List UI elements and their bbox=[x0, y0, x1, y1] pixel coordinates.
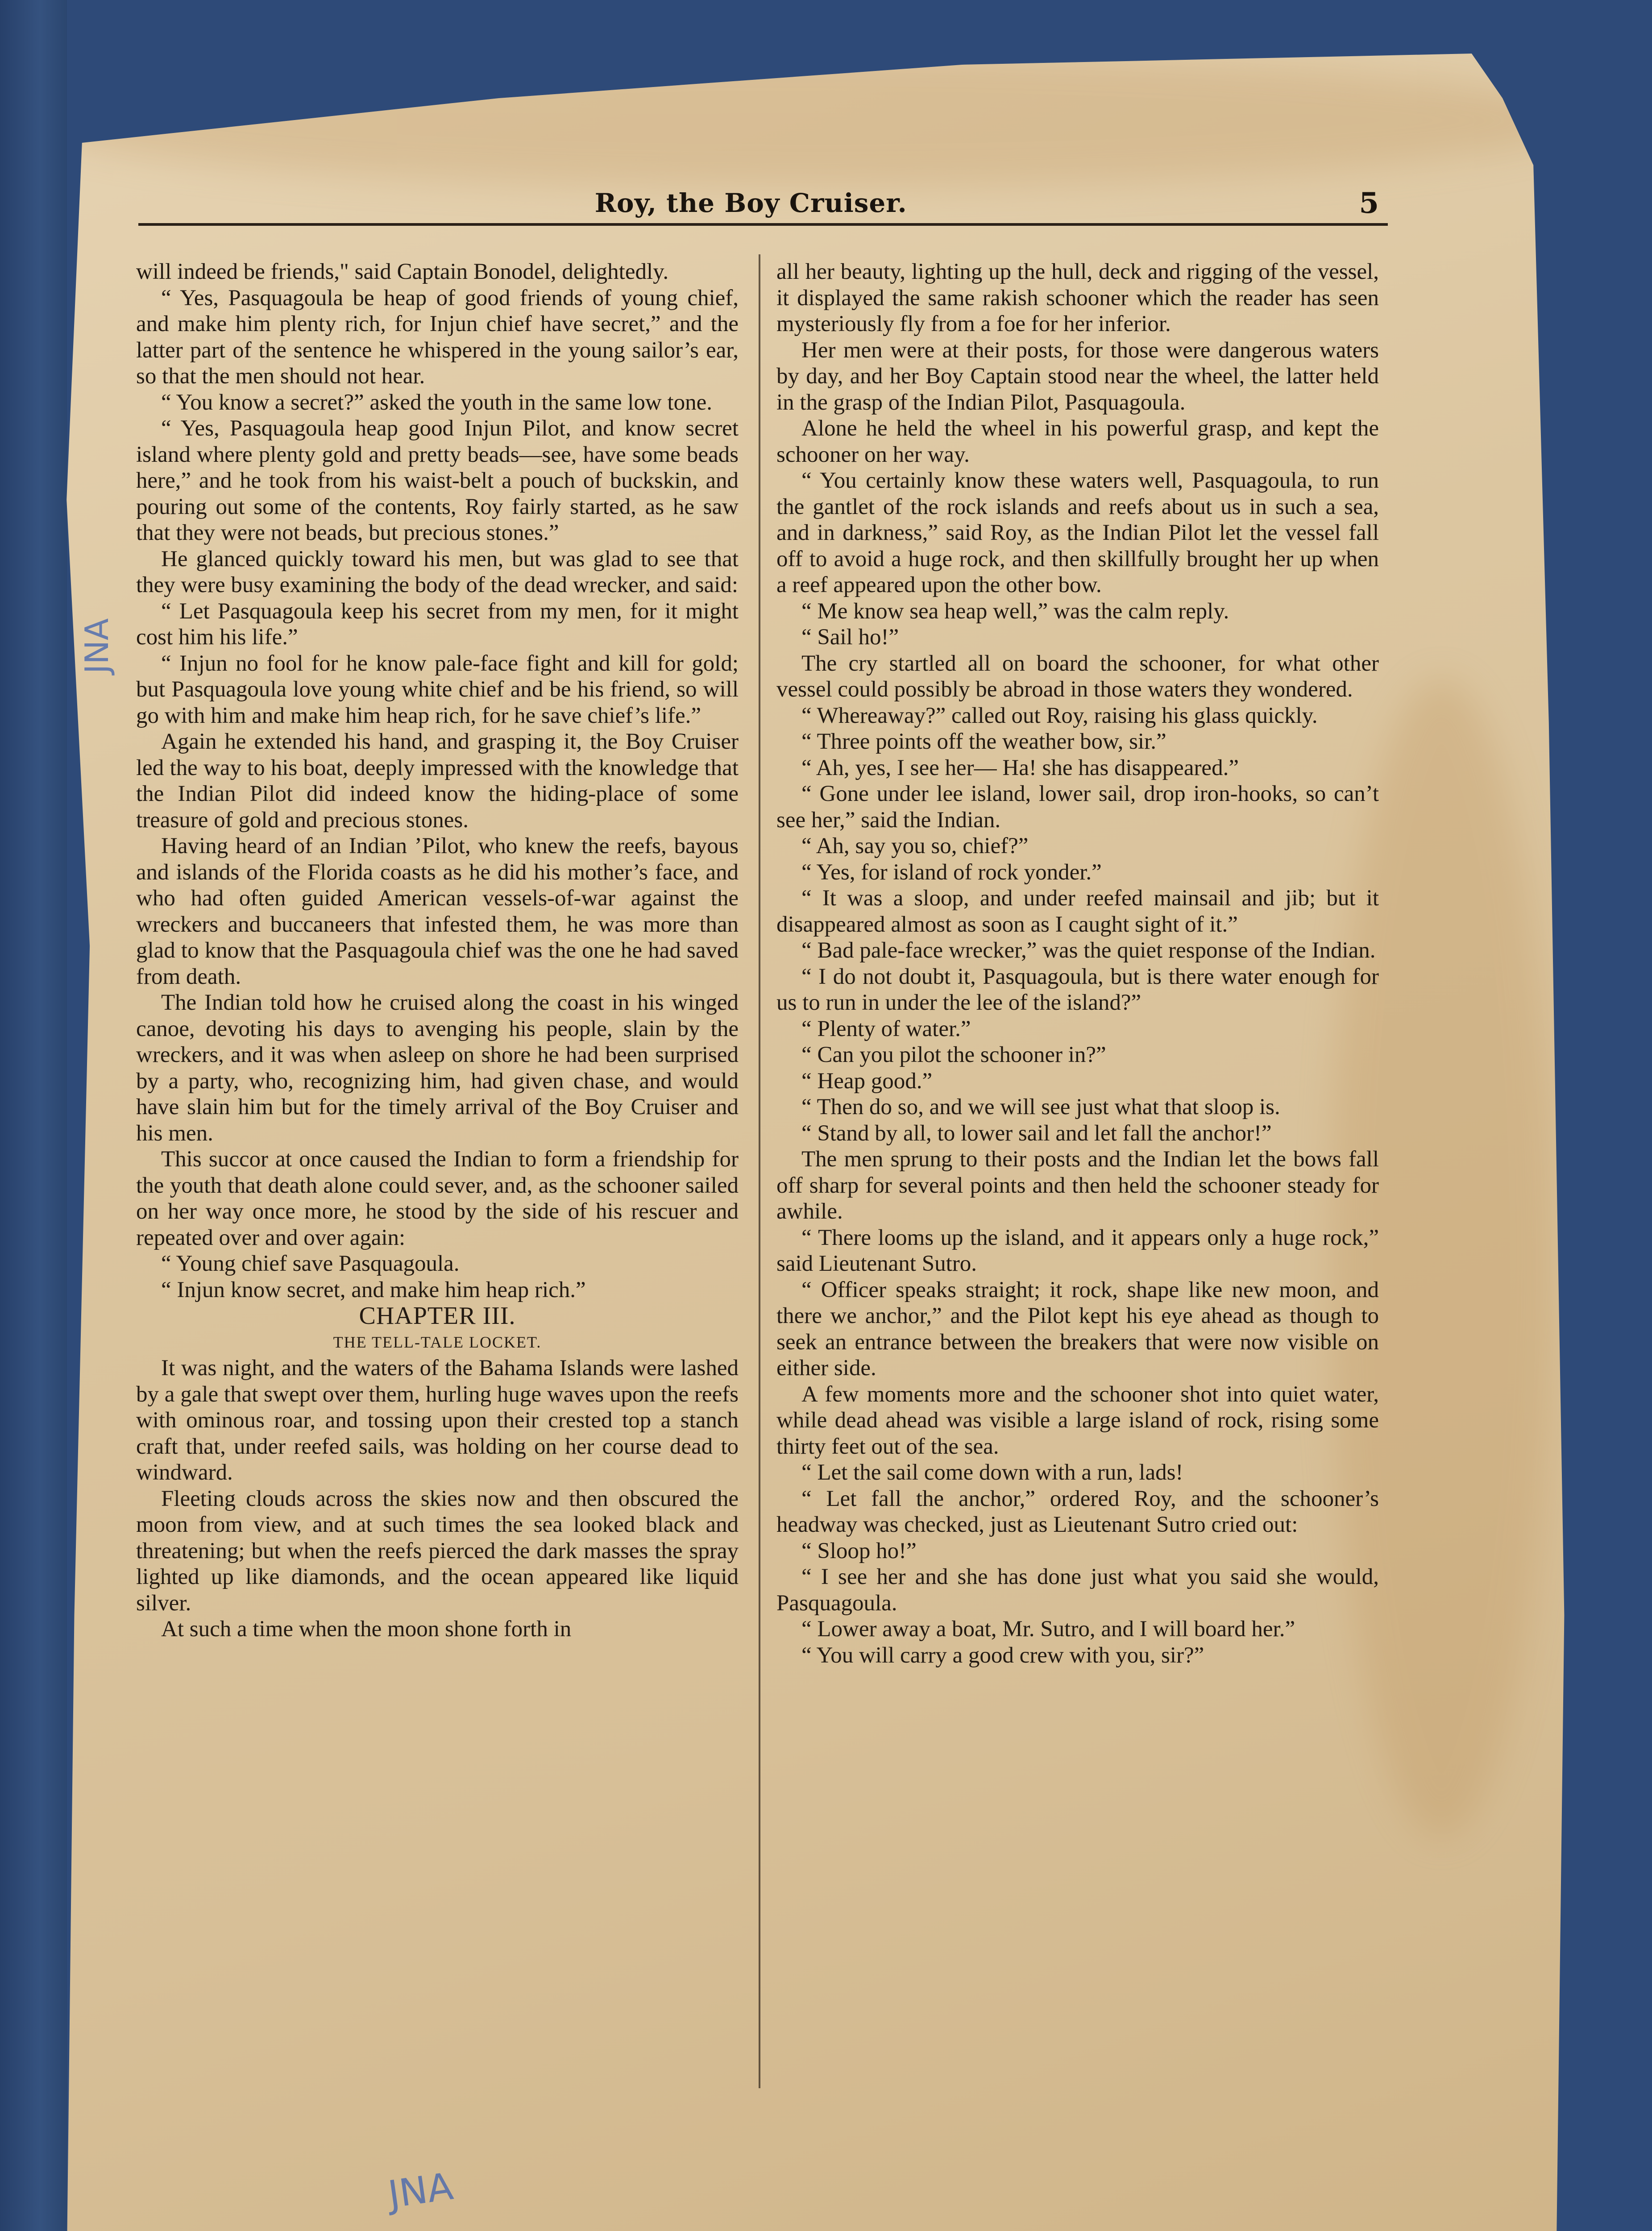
paragraph: “ Ah, yes, I see her— Ha! she has disappeared.” bbox=[801, 755, 1239, 780]
paragraph: Her men were at their posts, for those were dangerous waters by day, and her Boy Captain stood near the wheel, the latter held in the grasp of the Indian Pilot, Pasquagoula. bbox=[776, 337, 1379, 415]
paragraph: “ Whereaway?” called out Roy, raising his glass quickly. bbox=[801, 703, 1318, 728]
paragraph: “ I see her and she has done just what you said she would, Pasquagoula. bbox=[776, 1564, 1379, 1616]
paragraph: Alone he held the wheel in his powerful grasp, and kept the schooner on her way. bbox=[776, 416, 1379, 467]
paragraph: He glanced quickly toward his men, but was glad to see that they were busy examining the body of the dead wrecker, and said: bbox=[136, 546, 739, 597]
paragraph: “ There looms up the island, and it appears only a huge rock,” said Lieutenant Sutro. bbox=[776, 1225, 1379, 1276]
paragraph: “ Sail ho!” bbox=[801, 625, 899, 650]
paragraph: “ Young chief save Pasquagoula. bbox=[161, 1251, 460, 1276]
book-binding bbox=[0, 0, 67, 2231]
paragraph: will indeed be friends," said Captain Bonodel, delightedly. bbox=[136, 259, 669, 284]
paragraph: “ Sloop ho!” bbox=[801, 1538, 917, 1563]
paragraph: “ Let fall the anchor,” ordered Roy, and the schooner’s headway was checked, just as Lieutenant Sutro cried out: bbox=[776, 1486, 1379, 1537]
paragraph: “ Bad pale-face wrecker,” was the quiet response of the Indian. bbox=[801, 938, 1376, 963]
running-head: Roy, the Boy Cruiser. bbox=[594, 188, 907, 218]
chapter-subtitle: THE TELL-TALE LOCKET. bbox=[333, 1333, 542, 1351]
header-rule bbox=[138, 223, 1388, 226]
paragraph: “ Heap good.” bbox=[801, 1068, 933, 1094]
paragraph: “ You will carry a good crew with you, sir?” bbox=[801, 1642, 1204, 1668]
paragraph: “ Stand by all, to lower sail and let fall the anchor!” bbox=[801, 1120, 1272, 1146]
paragraph: “ Injun know secret, and make him heap rich.” bbox=[161, 1277, 586, 1302]
paragraph: This succor at once caused the Indian to form a friendship for the youth that death alone could sever, and, as the schooner sailed on her way once more, he stood by the side of his rescuer and repeated over and over again: bbox=[136, 1147, 739, 1250]
paragraph: It was night, and the waters of the Bahama Islands were lashed by a gale that swept over them, hurling huge waves upon the reefs with ominous roar, and tossing upon their crested top a stanch craft that, under reefed sails, was holding on her course dead to windward. bbox=[136, 1356, 739, 1485]
page-number: 5 bbox=[1359, 186, 1379, 220]
column-divider bbox=[759, 254, 760, 2088]
paragraph: “ Three points off the weather bow, sir.” bbox=[801, 729, 1166, 754]
paragraph: Fleeting clouds across the skies now and then obscured the moon from view, and at such times the sea looked black and threatening; but when the reefs pierced the dark masses the spray lighted up like diamonds, and the ocean appeared like liquid silver. bbox=[136, 1486, 739, 1616]
paragraph: “ Let the sail come down with a run, lads! bbox=[801, 1460, 1183, 1485]
paragraph: “ Me know sea heap well,” was the calm reply. bbox=[801, 598, 1229, 624]
paragraph: “ Can you pilot the schooner in?” bbox=[801, 1042, 1106, 1067]
paragraph: The men sprung to their posts and the Indian let the bows fall off sharp for several points and then held the schooner steady for awhile. bbox=[776, 1147, 1379, 1224]
paragraph: “ Ah, say you so, chief?” bbox=[801, 834, 1029, 858]
paragraph: Again he extended his hand, and grasping it, the Boy Cruiser led the way to his boat, deeply impressed with the knowledge that the Indian Pilot did indeed know the hiding-place of some treasure of gold and precious stones. bbox=[136, 729, 739, 833]
paragraph: The cry startled all on board the schooner, for what other vessel could possibly be abroad in those waters they wondered. bbox=[776, 651, 1379, 702]
ink-stamp-side: JNA bbox=[78, 618, 116, 674]
chapter-title: CHAPTER III. bbox=[359, 1302, 516, 1330]
paragraph: “ It was a sloop, and under reefed mainsail and jib; but it disappeared almost as soon as I caught sight of it.” bbox=[776, 886, 1379, 937]
paragraph: “ I do not doubt it, Pasquagoula, but is there water enough for us to run in under the lee of the island?” bbox=[776, 964, 1379, 1015]
paragraph: “ Lower away a boat, Mr. Sutro, and I will board her.” bbox=[801, 1617, 1295, 1642]
right-column bbox=[776, 259, 1379, 1668]
paragraph: “ You know a secret?” asked the youth in the same low tone. bbox=[161, 390, 713, 415]
paragraph: Having heard of an Indian ’Pilot, who knew the reefs, bayous and islands of the Florida coasts as he did his mother’s face, and who had often guided American vessels-of-war against the wreckers and buccaneers that infested them, he was more than glad to know that the Pasquagoula chief was the one he had saved from death. bbox=[136, 834, 739, 989]
paragraph: “ Then do so, and we will see just what that sloop is. bbox=[801, 1095, 1280, 1120]
paragraph: “ Plenty of water.” bbox=[801, 1016, 971, 1041]
paragraph: “ Officer speaks straight; it rock, shape like new moon, and there we anchor,” and the Pilot kept his eye ahead as though to seek an entrance between the breakers that were now visible on either side. bbox=[776, 1277, 1379, 1381]
paragraph: “ You certainly know these waters well, Pasquagoula, to run the gantlet of the rock islands and reefs about us in such a sea, and in darkness,” said Roy, as the Indian Pilot let the vessel fall off to avoid a huge rock, and then skillfully brought her up when a reef appeared upon the other bow. bbox=[776, 468, 1379, 597]
page-header bbox=[143, 187, 1383, 219]
paragraph: “ Gone under lee island, lower sail, drop iron-hooks, so can’t see her,” said the Indian. bbox=[776, 781, 1379, 833]
paragraph: “ Injun no fool for he know pale-face fight and kill for gold; but Pasquagoula love young white chief and be his friend, so will go with him and make him heap rich, for he save chief’s life.” bbox=[136, 651, 739, 728]
paragraph: all her beauty, lighting up the hull, deck and rigging of the vessel, it displayed the same rakish schooner which the reader has seen mysteriously fly from a foe for her inferior. bbox=[776, 259, 1379, 336]
paragraph: “ Yes, for island of rock yonder.” bbox=[801, 859, 1102, 885]
paragraph: “ Yes, Pasquagoula heap good Injun Pilot, and know secret island where plenty gold and pretty beads—see, have some beads here,” and he took from his waist-belt a pouch of buckskin, and pouring out some of the contents, Roy fairly started, as he saw that they were not beads, but precious stones.” bbox=[136, 416, 739, 545]
paragraph: “ Yes, Pasquagoula be heap of good friends of young chief, and make him plenty rich, for Injun chief have secret,” and the latter part of the sentence he whispered in the young sailor’s ear, so that the men should not hear. bbox=[136, 285, 739, 389]
left-column bbox=[136, 259, 739, 1642]
paragraph: A few moments more and the schooner shot into quiet water, while dead ahead was visible a large island of rock, rising some thirty feet out of the sea. bbox=[776, 1381, 1379, 1459]
paragraph: At such a time when the moon shone forth in bbox=[161, 1617, 572, 1642]
paragraph: The Indian told how he cruised along the coast in his winged canoe, devoting his days to avenging his people, slain by the wreckers, and it was when asleep on shore he had been surprised by a party, who, recognizing him, had given chase, and would have slain him but for the timely arrival of the Boy Cruiser and his men. bbox=[136, 990, 739, 1146]
ink-stamp-bottom: JNA bbox=[385, 2164, 456, 2217]
paragraph: “ Let Pasquagoula keep his secret from my men, for it might cost him his life.” bbox=[136, 598, 739, 650]
